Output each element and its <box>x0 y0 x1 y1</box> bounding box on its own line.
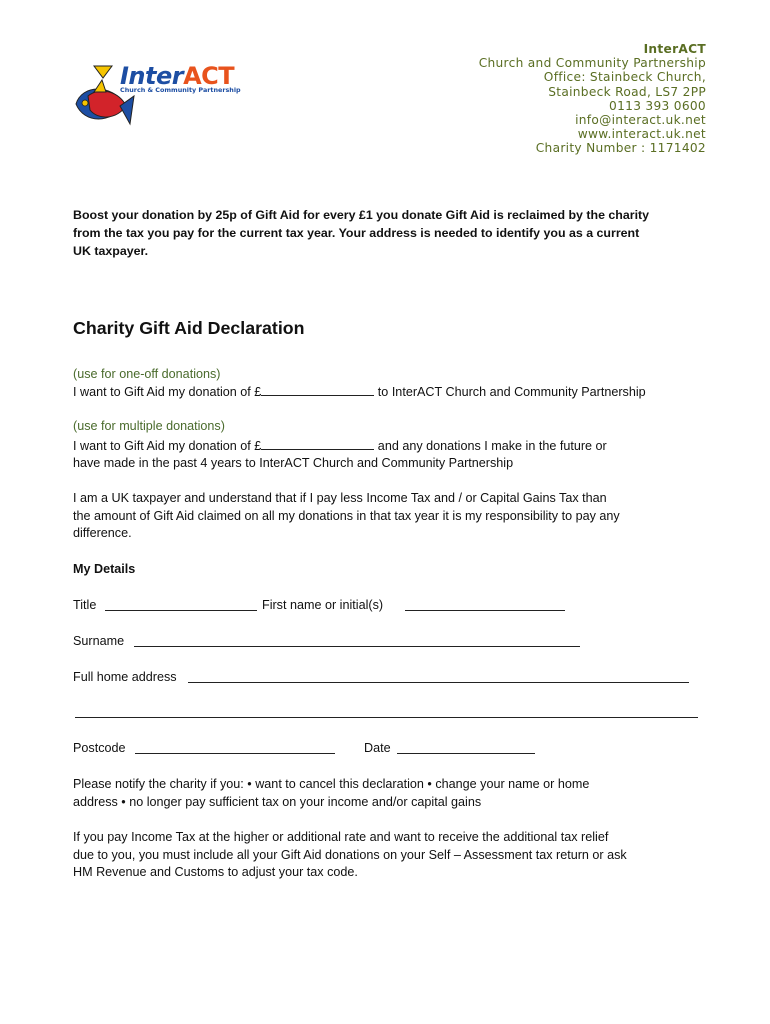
one-off-sentence <box>73 383 646 402</box>
higher-rate-line: HM Revenue and Customs to adjust your tax code. <box>73 865 358 880</box>
notify-paragraph <box>73 776 713 811</box>
date-label: Date <box>364 741 391 755</box>
address-label: Full home address <box>73 670 177 684</box>
logo-tagline: Church & Community Partnership <box>120 86 241 94</box>
intro-line: from the tax you pay for the current tax year. Your address is needed to identify you as a current <box>73 226 640 240</box>
multiple-amount-field[interactable] <box>261 437 374 450</box>
org-subtitle: Church and Community Partnership <box>478 56 706 71</box>
intro-paragraph <box>73 206 713 260</box>
higher-rate-line: If you pay Income Tax at the higher or additional rate and want to receive the additional tax relief <box>73 830 609 844</box>
taxpayer-line: the amount of Gift Aid claimed on all my donations in that tax year it is my responsibility to pay any <box>73 508 620 523</box>
intro-line: UK taxpayer. <box>73 244 149 258</box>
taxpayer-statement <box>73 490 713 543</box>
multiple-prefix: I want to Gift Aid my donation of £ <box>73 439 262 453</box>
org-office: Office: Stainbeck Church, <box>543 70 706 85</box>
higher-rate-paragraph <box>73 829 713 882</box>
surname-field[interactable] <box>134 646 580 647</box>
org-charity-number: Charity Number : 1171402 <box>535 141 706 156</box>
org-name: InterACT <box>643 42 706 56</box>
taxpayer-line: difference. <box>73 526 132 541</box>
multiple-sentence <box>73 437 607 456</box>
first-name-label: First name or initial(s) <box>262 598 384 612</box>
one-off-amount-field[interactable] <box>261 383 374 396</box>
interact-logo <box>72 62 241 128</box>
logo-name-inter: Inter <box>120 62 184 90</box>
org-phone: 0113 393 0600 <box>609 98 706 113</box>
one-off-note: (use for one-off donations) <box>73 367 221 381</box>
multiple-note: (use for multiple donations) <box>73 419 225 433</box>
address-field-line-1[interactable] <box>188 682 689 683</box>
org-road: Stainbeck Road, LS7 2PP <box>548 84 706 99</box>
logo-name-act: ACT <box>183 62 235 90</box>
postcode-field[interactable] <box>135 753 335 754</box>
declaration-title: Charity Gift Aid Declaration <box>73 318 305 338</box>
one-off-suffix: to InterACT Church and Community Partnership <box>374 385 646 399</box>
org-email: info@interact.uk.net <box>575 113 706 128</box>
multiple-suffix: and any donations I make in the future or <box>374 439 607 453</box>
title-label: Title <box>73 598 97 612</box>
address-field-line-2[interactable] <box>75 717 698 718</box>
multiple-line-2: have made in the past 4 years to InterACT Church and Community Partnership <box>73 456 514 470</box>
notify-line: address • no longer pay sufficient tax on your income and/or capital gains <box>73 794 482 809</box>
higher-rate-line: due to you, you must include all your Gift Aid donations on your Self – Assessment tax return or ask <box>73 847 627 862</box>
org-website: www.interact.uk.net <box>577 127 706 142</box>
intro-line: Boost your donation by 25p of Gift Aid for every £1 you donate Gift Aid is reclaimed by the charity <box>73 208 650 222</box>
first-name-field[interactable] <box>405 610 565 611</box>
notify-line: Please notify the charity if you: • want to cancel this declaration • change your name or home <box>73 777 590 791</box>
my-details-heading: My Details <box>73 562 136 576</box>
date-field[interactable] <box>397 753 535 754</box>
taxpayer-line: I am a UK taxpayer and understand that if I pay less Income Tax and / or Capital Gains Tax than <box>73 491 607 505</box>
organization-contact-block <box>479 42 706 156</box>
one-off-prefix: I want to Gift Aid my donation of £ <box>73 385 262 399</box>
title-field[interactable] <box>105 610 257 611</box>
surname-label: Surname <box>73 634 125 648</box>
postcode-label: Postcode <box>73 741 126 755</box>
